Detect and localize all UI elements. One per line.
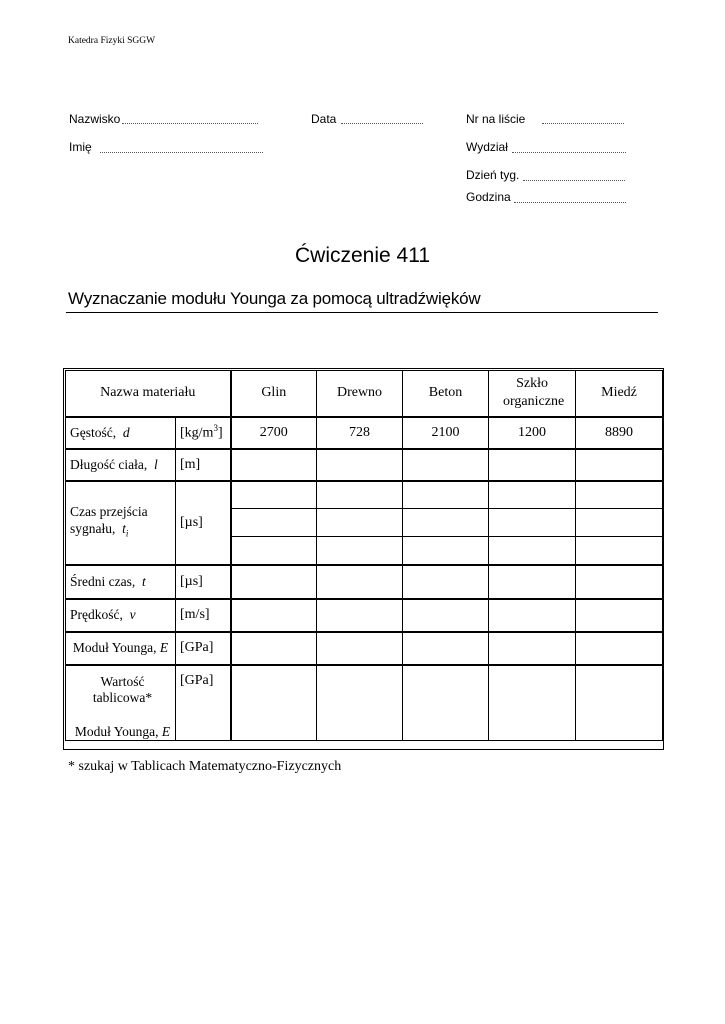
surname-label: Nazwisko (69, 112, 121, 126)
velocity-cell-wood[interactable] (317, 599, 403, 632)
velocity-cell-plexiglass[interactable] (489, 599, 576, 632)
first-name-field[interactable] (100, 152, 263, 153)
density-value-wood: 728 (317, 417, 403, 449)
time-cell-aluminium-3[interactable] (231, 537, 317, 565)
velocity-cell-aluminium[interactable] (231, 599, 317, 632)
mean-time-cell-wood[interactable] (317, 565, 403, 599)
velocity-symbol: v (129, 607, 136, 622)
time-label-text: Czas przejścia sygnału, (70, 503, 148, 536)
table-row-velocity (66, 599, 663, 632)
surname-field[interactable] (122, 123, 258, 124)
material-header-aluminium: Glin (231, 371, 317, 417)
time-symbol-subscript: i (125, 528, 129, 539)
density-unit-close: ] (217, 425, 223, 441)
material-header-wood: Drewno (317, 371, 403, 417)
mean-time-label (66, 565, 176, 599)
density-label-text: Gęstość, (70, 424, 117, 440)
young-cell-concrete[interactable] (403, 632, 489, 665)
faculty-field[interactable] (512, 152, 626, 153)
measurement-table (65, 370, 663, 741)
density-value-copper: 8890 (576, 417, 663, 449)
time-cell-wood-3[interactable] (317, 537, 403, 565)
length-cell-aluminium[interactable] (231, 449, 317, 481)
material-header-concrete: Beton (403, 371, 489, 417)
young-cell-wood[interactable] (317, 632, 403, 665)
young-modulus-label-text: Moduł Younga, (72, 640, 157, 655)
time-cell-plexiglass-1[interactable] (489, 481, 576, 509)
table-young-unit: [GPa] (176, 665, 231, 741)
table-young-label (66, 665, 176, 741)
material-header-plexiglass: Szkło organiczne (489, 371, 576, 417)
table-young-cell-concrete[interactable] (403, 665, 489, 741)
density-unit (176, 417, 231, 449)
density-unit-exponent: 3 (213, 423, 218, 434)
material-header-copper: Miedź (576, 371, 663, 417)
material-name-header: Nazwa materiału (66, 371, 231, 417)
faculty-label: Wydział (466, 140, 508, 154)
table-row-length (66, 449, 663, 481)
weekday-field[interactable] (523, 180, 625, 181)
date-field[interactable] (341, 123, 423, 124)
table-row-mean-time (66, 565, 663, 599)
mean-time-cell-copper[interactable] (576, 565, 663, 599)
list-number-label: Nr na liście (466, 112, 526, 126)
time-cell-copper-1[interactable] (576, 481, 663, 509)
footnote: * szukaj w Tablicach Matematyczno-Fizycznych (68, 759, 342, 774)
time-unit: [µs] (176, 481, 231, 565)
density-value-concrete: 2100 (403, 417, 489, 449)
time-label (66, 481, 176, 565)
time-cell-wood-2[interactable] (317, 509, 403, 537)
time-cell-aluminium-1[interactable] (231, 481, 317, 509)
table-young-label-line1: Wartość (100, 673, 145, 689)
table-young-symbol: E (161, 723, 171, 739)
young-cell-copper[interactable] (576, 632, 663, 665)
table-young-cell-copper[interactable] (576, 665, 663, 741)
length-label (66, 449, 176, 481)
young-cell-aluminium[interactable] (231, 632, 317, 665)
mean-time-cell-concrete[interactable] (403, 565, 489, 599)
mean-time-cell-plexiglass[interactable] (489, 565, 576, 599)
velocity-unit: [m/s] (176, 599, 231, 632)
young-modulus-symbol: E (159, 640, 169, 655)
table-row-density (66, 417, 663, 449)
length-unit: [m] (176, 449, 231, 481)
density-value-plexiglass: 1200 (489, 417, 576, 449)
first-name-label: Imię (69, 140, 92, 154)
mean-time-label-text: Średni czas, (70, 573, 136, 589)
table-young-label-line3: Moduł Younga, (74, 723, 159, 739)
table-header-row (66, 371, 663, 417)
time-cell-aluminium-2[interactable] (231, 509, 317, 537)
length-cell-plexiglass[interactable] (489, 449, 576, 481)
young-cell-plexiglass[interactable] (489, 632, 576, 665)
hour-label: Godzina (466, 190, 511, 204)
table-young-label-top (70, 674, 175, 706)
exercise-title: Ćwiczenie 411 (294, 244, 430, 267)
time-cell-plexiglass-2[interactable] (489, 509, 576, 537)
velocity-cell-copper[interactable] (576, 599, 663, 632)
density-unit-text: [kg/m (180, 425, 214, 441)
table-young-cell-aluminium[interactable] (231, 665, 317, 741)
hour-field[interactable] (514, 202, 626, 203)
weekday-label: Dzień tyg. (466, 168, 520, 182)
table-row-table-young (66, 665, 663, 741)
table-young-label-bottom (70, 724, 175, 740)
time-symbol: t (122, 520, 126, 536)
list-number-field[interactable] (542, 123, 624, 124)
velocity-label (66, 599, 176, 632)
time-cell-concrete-1[interactable] (403, 481, 489, 509)
density-label (66, 417, 176, 449)
time-cell-concrete-3[interactable] (403, 537, 489, 565)
mean-time-unit: [µs] (176, 565, 231, 599)
velocity-label-text: Prędkość, (70, 607, 123, 622)
title-underline (66, 312, 658, 313)
date-label: Data (311, 112, 337, 126)
table-young-cell-wood[interactable] (317, 665, 403, 741)
mean-time-symbol: t (141, 573, 146, 589)
time-cell-copper-3[interactable] (576, 537, 663, 565)
time-cell-plexiglass-3[interactable] (489, 537, 576, 565)
length-label-text: Długość ciała, (70, 456, 148, 472)
density-symbol: d (122, 424, 130, 440)
mean-time-cell-aluminium[interactable] (231, 565, 317, 599)
length-cell-copper[interactable] (576, 449, 663, 481)
density-value-aluminium: 2700 (231, 417, 317, 449)
time-cell-copper-2[interactable] (576, 509, 663, 537)
table-young-label-line2: tablicowa* (92, 689, 153, 705)
length-symbol: l (153, 456, 158, 472)
young-modulus-unit: [GPa] (176, 632, 231, 665)
length-cell-concrete[interactable] (403, 449, 489, 481)
table-row-time-1 (66, 481, 663, 509)
time-cell-wood-1[interactable] (317, 481, 403, 509)
length-cell-wood[interactable] (317, 449, 403, 481)
velocity-cell-concrete[interactable] (403, 599, 489, 632)
young-modulus-label (66, 632, 176, 665)
organization-header: Katedra Fizyki SGGW (68, 36, 156, 46)
table-young-cell-plexiglass[interactable] (489, 665, 576, 741)
exercise-subtitle: Wyznaczanie modułu Younga za pomocą ultradźwięków (68, 289, 481, 308)
table-row-young-modulus (66, 632, 663, 665)
time-cell-concrete-2[interactable] (403, 509, 489, 537)
